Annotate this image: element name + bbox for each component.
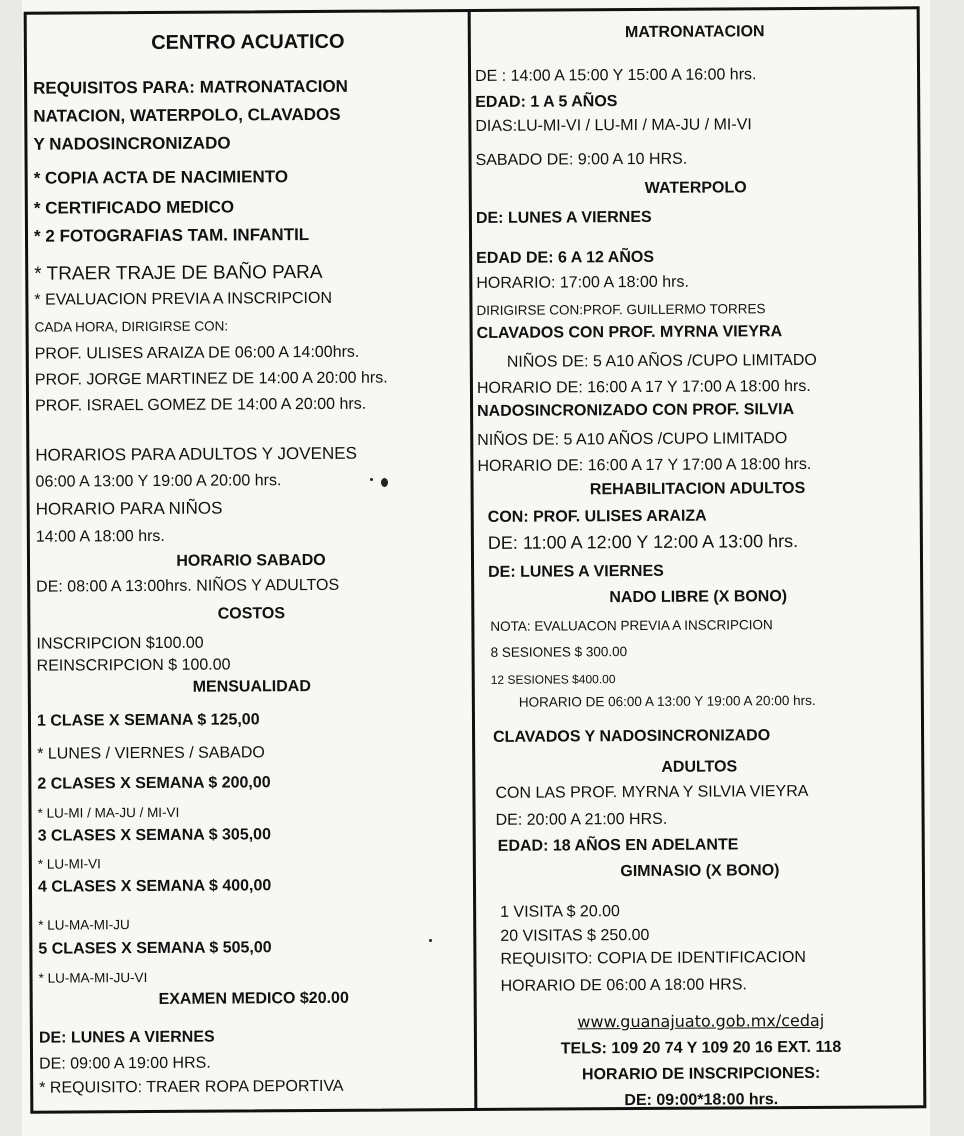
gym-20-visits: 20 VISITAS $ 250.00 — [500, 926, 650, 945]
monthly-plan: 4 CLASES X SEMANA $ 400,00 — [37, 877, 272, 896]
saturday-value: DE: 08:00 A 13:00hrs. NIÑOS Y ADULTOS — [36, 576, 340, 596]
ink-speck — [370, 478, 373, 481]
matronatacion-age: EDAD: 1 A 5 AÑOS — [475, 93, 618, 111]
monthly-plan-days: * LU-MI-VI — [37, 856, 101, 872]
monthly-plan-days: * LU-MI / MA-JU / MI-VI — [37, 804, 180, 821]
waterpolo-heading: WATERPOLO — [644, 179, 747, 197]
synchro-kids: NIÑOS DE: 5 A10 AÑOS /CUPO LIMITADO — [477, 430, 788, 449]
medical-exam-requirement: * REQUISITO: TRAER ROPA DEPORTIVA — [39, 1077, 344, 1097]
left-column — [33, 12, 463, 1097]
contact-intro: CADA HORA, DIRIGIRSE CON: — [34, 318, 229, 335]
enrollment-hours-value: DE: 09:00*18:00 hrs. — [624, 1091, 779, 1110]
kids-schedule-value: 14:00 A 18:00 hrs. — [35, 527, 165, 546]
gym-hours: HORARIO DE 06:00 A 18:00 HRS. — [500, 976, 747, 995]
column-divider — [468, 12, 478, 1108]
website-link[interactable]: www.guanajuato.gob.mx/cedaj — [577, 1010, 825, 1032]
waterpolo-instructor: DIRIGIRSE CON:PROF. GUILLERMO TORRES — [476, 301, 766, 318]
instructor-line: PROF. ISRAEL GOMEZ DE 14:00 A 20:00 hrs. — [35, 395, 367, 415]
ink-speck — [429, 939, 432, 942]
requirement-item: * CERTIFICADO MEDICO — [33, 197, 235, 218]
instructor-line: PROF. JORGE MARTINEZ DE 14:00 A 20:00 hrs. — [34, 369, 388, 389]
requirement-item: * 2 FOTOGRAFIAS TAM. INFANTIL — [33, 225, 310, 246]
free-swim-hours: HORARIO DE 06:00 A 13:00 Y 19:00 A 20:00 hrs. — [518, 692, 816, 710]
right-column — [474, 9, 915, 1110]
monthly-plan: 3 CLASES X SEMANA $ 305,00 — [37, 826, 272, 845]
monthly-heading: MENSUALIDAD — [192, 678, 311, 696]
reenrollment-cost: REINSCRIPCION $ 100.00 — [36, 656, 231, 675]
medical-exam-cost: EXAMEN MEDICO $20.00 — [158, 989, 349, 1008]
monthly-plan: 2 CLASES X SEMANA $ 200,00 — [37, 774, 271, 793]
ink-speck — [381, 478, 388, 487]
monthly-plan-days: * LU-MA-MI-JU-VI — [38, 970, 148, 986]
diving-kids: NIÑOS DE: 5 A10 AÑOS /CUPO LIMITADO — [506, 351, 817, 371]
monthly-plan-days: * LU-MA-MI-JU — [38, 917, 130, 933]
requirements-line-3: Y NADOSINCRONIZADO — [33, 133, 231, 154]
medical-exam-hours: DE: 09:00 A 19:00 HRS. — [39, 1054, 211, 1073]
monthly-plan: 5 CLASES X SEMANA $ 505,00 — [38, 939, 272, 958]
costs-heading: COSTOS — [217, 605, 286, 623]
rehab-hours: DE: 11:00 A 12:00 Y 12:00 A 13:00 hrs. — [487, 531, 799, 553]
matronatacion-days: DIAS:LU-MI-VI / LU-MI / MA-JU / MI-VI — [475, 116, 752, 135]
enrollment-hours-heading: HORARIO DE INSCRIPCIONES: — [581, 1064, 821, 1084]
requirements-line-1: REQUISITOS PARA: MATRONATACION — [33, 76, 348, 98]
adults-schedule-value: 06:00 A 13:00 Y 19:00 A 20:00 hrs. — [35, 472, 282, 491]
monthly-plan-days: * LUNES / VIERNES / SABADO — [37, 744, 265, 763]
requirement-item: * EVALUACION PREVIA A INSCRIPCION — [34, 289, 333, 309]
adults-label: ADULTOS — [661, 758, 738, 776]
requirement-item: * COPIA ACTA DE NACIMIENTO — [33, 167, 289, 188]
requirement-item: * TRAER TRAJE DE BAÑO PARA — [34, 261, 323, 285]
synchro-heading: NADOSINCRONIZADO CON PROF. SILVIA — [477, 401, 795, 420]
waterpolo-hours: HORARIO: 17:00 A 18:00 hrs. — [476, 273, 689, 292]
diving-heading: CLAVADOS CON PROF. MYRNA VIEYRA — [476, 323, 783, 342]
diving-synchro-hours: DE: 20:00 A 21:00 HRS. — [495, 810, 668, 829]
kids-schedule-heading: HORARIO PARA NIÑOS — [35, 498, 223, 519]
matronatacion-heading: MATRONATACION — [624, 23, 765, 42]
requirements-line-2: NATACION, WATERPOLO, CLAVADOS — [33, 104, 341, 126]
free-swim-note: NOTA: EVALUACON PREVIA A INSCRIPCION — [490, 617, 773, 634]
enrollment-cost: INSCRIPCION $100.00 — [36, 634, 204, 653]
flyer-frame — [24, 6, 927, 1113]
synchro-hours: HORARIO DE: 16:00 A 17 Y 17:00 A 18:00 hrs. — [477, 455, 812, 475]
free-swim-heading: NADO LIBRE (X BONO) — [609, 588, 788, 607]
phone-numbers: TELS: 109 20 74 Y 109 20 16 EXT. 118 — [560, 1038, 842, 1058]
diving-hours: HORARIO DE: 16:00 A 17 Y 17:00 A 18:00 hrs. — [476, 377, 811, 397]
free-swim-8-sessions: 8 SESIONES $ 300.00 — [490, 644, 628, 660]
flyer-title: CENTRO ACUATICO — [151, 30, 345, 54]
gym-single-visit: 1 VISITA $ 20.00 — [500, 903, 620, 921]
waterpolo-days: DE: LUNES A VIERNES — [475, 208, 652, 227]
diving-synchro-instructors: CON LAS PROF. MYRNA Y SILVIA VIEYRA — [495, 782, 809, 802]
rehab-heading: REHABILITACION ADULTOS — [589, 479, 806, 499]
rehab-instructor: CON: PROF. ULISES ARAIZA — [487, 507, 707, 526]
matronatacion-hours: DE : 14:00 A 15:00 Y 15:00 A 16:00 hrs. — [474, 66, 757, 85]
instructor-line: PROF. ULISES ARAIZA DE 06:00 A 14:00hrs. — [34, 343, 360, 363]
adults-schedule-heading: HORARIOS PARA ADULTOS Y JOVENES — [35, 443, 357, 465]
medical-exam-days: DE: LUNES A VIERNES — [38, 1028, 215, 1047]
matronatacion-saturday: SABADO DE: 9:00 A 10 HRS. — [475, 150, 688, 169]
diving-synchro-age: EDAD: 18 AÑOS EN ADELANTE — [497, 836, 739, 855]
free-swim-12-sessions: 12 SESIONES $400.00 — [490, 672, 616, 687]
waterpolo-age: EDAD DE: 6 A 12 AÑOS — [476, 248, 655, 267]
rehab-days: DE: LUNES A VIERNES — [488, 562, 664, 581]
gym-heading: GIMNASIO (X BONO) — [620, 862, 780, 881]
gym-requirement: REQUISITO: COPIA DE IDENTIFICACION — [500, 948, 807, 968]
monthly-plan: 1 CLASE X SEMANA $ 125,00 — [36, 711, 260, 730]
diving-synchro-adults-heading: CLAVADOS Y NADOSINCRONIZADO — [493, 727, 771, 746]
saturday-heading: HORARIO SABADO — [176, 551, 326, 570]
